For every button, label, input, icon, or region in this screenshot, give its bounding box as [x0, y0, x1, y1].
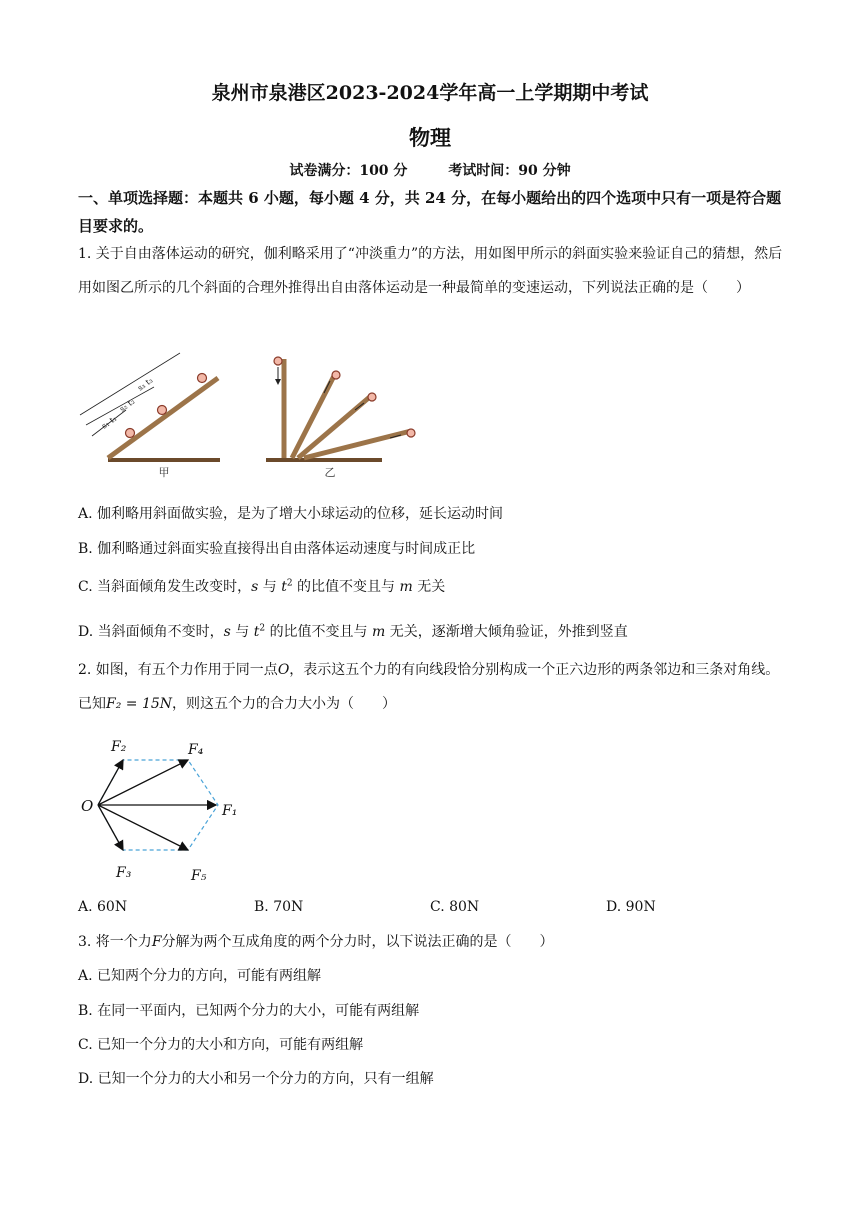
subject-title: 物理: [409, 125, 451, 150]
label-f5: F₅: [191, 868, 207, 884]
label-f3: F₃: [116, 865, 132, 881]
symbol-s: s: [223, 624, 231, 640]
q2-option-a: A. 60N: [78, 899, 128, 915]
label-f4: F₄: [188, 742, 204, 758]
q1-option-d: [78, 621, 628, 641]
question-2-stem: [78, 653, 786, 721]
symbol-o: O: [277, 662, 290, 678]
symbol-m: m: [399, 579, 413, 595]
force-f5-arrow: [98, 805, 188, 850]
exponent-2: 2: [286, 578, 293, 589]
symbol-t: t: [281, 579, 287, 595]
figure-jia-label: 甲: [158, 466, 170, 479]
q2-option-d: D. 90N: [606, 899, 656, 915]
q1-d-text-1: D. 当斜面倾角不变时，: [78, 624, 224, 640]
svg-text:s₁ t₁: s₁ t₁: [99, 413, 119, 431]
full-score: 试卷满分：100 分: [289, 163, 408, 179]
q3-stem-text-1: 3. 将一个力: [78, 934, 152, 950]
q3-option-b: B. 在同一平面内，已知两个分力的大小，可能有两组解: [78, 1003, 420, 1019]
q2-options: [78, 899, 782, 915]
q1-option-a: A. 伽利略用斜面做实验，是为了增大小球运动的位移，延长运动时间: [78, 506, 504, 522]
force-f4-arrow: [98, 760, 188, 805]
exam-title: 泉州市泉港区2023-2024学年高一上学期期中考试: [211, 82, 649, 104]
q2-option-c: C. 80N: [430, 899, 480, 915]
svg-text:s₃ t₃: s₃ t₃: [135, 375, 155, 393]
q3-option-c: C. 已知一个分力的大小和方向，可能有两组解: [78, 1037, 364, 1053]
q1-d-text-3: 无关，逐渐增大倾角验证，外推到竖直: [389, 624, 628, 640]
question-1-figure: [78, 345, 438, 485]
symbol-t: t: [253, 624, 260, 640]
q1-c-text-3: 无关: [417, 579, 446, 595]
exponent-2: 2: [259, 623, 266, 634]
section-heading: 一、单项选择题：本题共 6 小题，每小题 4 分，共 24 分，在每小题给出的四个选项中只有一项是符合题目要求的。: [78, 189, 782, 235]
exam-meta: [0, 160, 860, 180]
question-3-stem: [78, 931, 554, 951]
incline-yi: [266, 357, 415, 460]
symbol-m: m: [372, 624, 386, 640]
q3-stem-text-2: 分解为两个互成角度的两个分力时，以下说法正确的是（ ）: [161, 934, 554, 950]
q3-option-d: D. 已知一个分力的大小和另一个分力的方向，只有一组解: [78, 1071, 434, 1087]
q1-c-and: 与: [262, 579, 277, 595]
symbol-f: F: [151, 934, 162, 950]
q2-stem-text-1: 2. 如图，有五个力作用于同一点: [78, 662, 278, 678]
question-2-hexagon-figure: [78, 732, 258, 887]
svg-text:s₂ t₂: s₂ t₂: [117, 396, 137, 414]
label-o: O: [81, 797, 94, 815]
label-f1: F₁: [222, 803, 238, 819]
q2-stem-text-2: ，表示这五个力的有向线段恰分别构成一个正六边形的两条邻边和三条对角线。已知: [78, 662, 780, 712]
q1-d-and: 与: [235, 624, 250, 640]
q2-stem-text-3: ，则这五个力的合力大小为（ ）: [172, 696, 397, 712]
question-1-stem: 1. 关于自由落体运动的研究，伽利略采用了“冲淡重力”的方法，用如图甲所示的斜面实验来验证自己的猜想，然后用如图乙所示的几个斜面的合理外推得出自由落体运动是一种最简单的变速运动，下列说法正确的是（ ）: [78, 246, 783, 296]
q1-c-text-1: C. 当斜面倾角发生改变时，: [78, 579, 252, 595]
known-force: F₂ = 15N: [106, 696, 173, 712]
exam-time: 考试时间：90 分钟: [448, 163, 571, 179]
q1-d-text-2: 的比值不变且与: [269, 624, 368, 640]
label-f2: F₂: [111, 739, 127, 755]
figure-yi-label: 乙: [324, 466, 336, 479]
q2-option-b: B. 70N: [254, 899, 304, 915]
q1-option-c: [78, 576, 445, 596]
q1-option-b: B. 伽利略通过斜面实验直接得出自由落体运动速度与时间成正比: [78, 541, 476, 557]
q1-c-text-2: 的比值不变且与: [297, 579, 396, 595]
q3-option-a: A. 已知两个分力的方向，可能有两组解: [78, 968, 322, 984]
incline-jia: [80, 353, 220, 460]
symbol-s: s: [251, 579, 259, 595]
